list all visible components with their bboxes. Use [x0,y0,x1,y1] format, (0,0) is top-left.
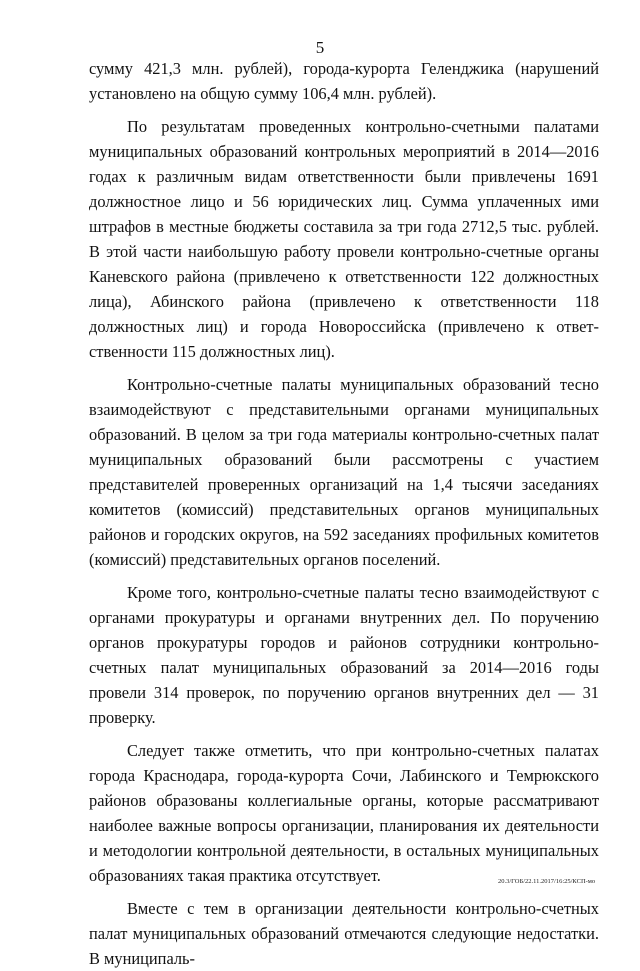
paragraph-representative-bodies: Контрольно-счетные палаты муниципальных образований тесно взаимодействуют с представительными органами муниципальных образований. В целом за три года материалы контрольно-счетных палат муниципальных образований были рассмотрены с участием представителей проверенных организаций на 1,4 тысячи заседаниях комитетов (комиссий) представительных органов муниципальных районов и городских округов, на 592 заседаниях профильных комитетов (комиссий) представительных органов поселений. [89,375,599,569]
paragraph-collegial-bodies: Следует также отметить, что при контрольно-счетных палатах города Краснодара, города-курорта Сочи, Лабинского и Темрюкского районов образованы коллегиальные органы, которые рассматривают наиболее важные вопросы организации, планирования их деятельности и методологии контрольной деятельности, в остальных муниципальных образованиях такая практика отсутствует. [89,741,599,885]
paragraph-prosecution-cooperation: Кроме того, контрольно-счетные палаты тесно взаимодействуют с органами прокуратуры и органами внутренних дел. По поручению органов прокуратуры городов и районов сотрудники контрольно-счетных палат муниципальных образований за 2014—2016 годы провели 314 проверок, по поручению органов внутренних дел — 31 проверку. [89,583,599,727]
document-footer-code: 20.3/ГОБ/22.11.2017/16:25/КСП-мо [498,878,596,885]
paragraph-liability-results: По результатам проведенных контрольно-счетными палатами муниципальных образований контрольных мероприятий в 2014—2016 годах к различным видам ответственности были привлечены 1691 должностное лицо и 56 юридических лиц. Сумма уплаченных ими штрафов в местные бюджеты составила за три года 2712,5 тыс. рублей. В этой части наибольшую работу провели контрольно-счетные органы Каневского района (привлечено к ответственности 122 должностных лица), Абинского района (привлечено к ответственности 118 должностных лиц) и города Новороссийска (привлечено к ответственности 115 должностных лиц). [89,117,599,361]
paragraph-continuation: сумму 421,3 млн. рублей), города-курорта Геленджика (нарушений установлено на общую сумму 106,4 млн. рублей). [89,59,599,103]
document-body [89,56,599,971]
paragraph-shortcomings: Вместе с тем в организации деятельности контрольно-счетных палат муниципальных образований отмечаются следующие недостатки. В муниципаль- [89,899,599,968]
page-number: 5 [315,38,325,57]
